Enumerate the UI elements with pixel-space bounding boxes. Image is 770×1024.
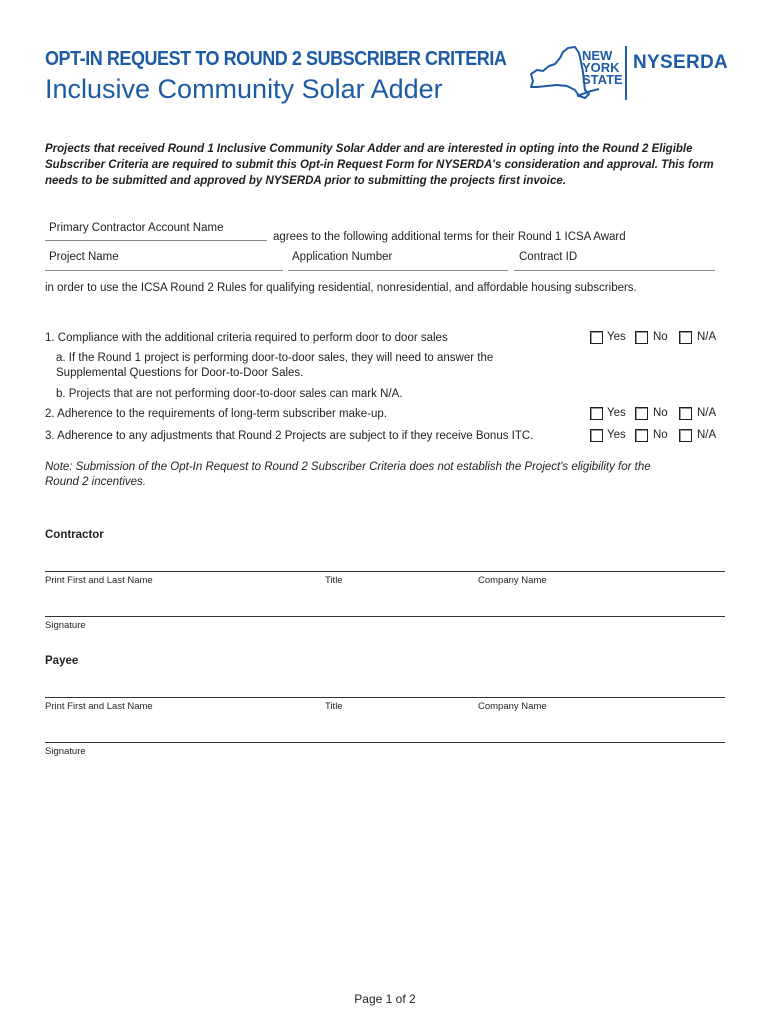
item2-na-label: N/A (697, 407, 717, 419)
rules-text: in order to use the ICSA Round 2 Rules for qualifying residential, nonresidential, and affordable housing subscribers. (45, 282, 637, 294)
payee-signature-line[interactable] (45, 742, 725, 743)
contractor-title-label: Title (325, 575, 343, 586)
contractor-signature-line[interactable] (45, 616, 725, 617)
item3-no-checkbox[interactable] (635, 429, 648, 442)
contract-id-label: Contract ID (519, 251, 578, 263)
item2-na-checkbox[interactable] (679, 407, 692, 420)
item2-no-label: No (653, 407, 668, 419)
criteria-item-1b: b. Projects that are not performing door-to-door sales can mark N/A. (56, 388, 403, 400)
item1-na-label: N/A (697, 331, 717, 343)
nys-nyserda-logo (527, 44, 732, 106)
project-name-field[interactable] (45, 270, 283, 271)
item2-yes-checkbox[interactable] (590, 407, 603, 420)
contractor-print-name-label: Print First and Last Name (45, 575, 153, 586)
form-title: OPT-IN REQUEST TO ROUND 2 SUBSCRIBER CRITERIA (45, 48, 507, 70)
payee-company-label: Company Name (478, 701, 547, 712)
logo-divider (625, 46, 627, 100)
contractor-company-label: Company Name (478, 575, 547, 586)
item3-no-label: No (653, 429, 668, 441)
form-subtitle: Inclusive Community Solar Adder (45, 74, 443, 104)
logo-york: YORK (582, 60, 620, 75)
item1-yes-label: Yes (607, 331, 626, 343)
payee-heading: Payee (45, 655, 79, 667)
payee-signature-label: Signature (45, 746, 86, 757)
project-name-label: Project Name (49, 251, 119, 263)
item3-yes-checkbox[interactable] (590, 429, 603, 442)
page-number: Page 1 of 2 (354, 992, 416, 1006)
payee-print-name-label: Print First and Last Name (45, 701, 153, 712)
primary-contractor-label: Primary Contractor Account Name (49, 222, 224, 234)
application-number-label: Application Number (292, 251, 393, 263)
criteria-item-2: 2. Adherence to the requirements of long-term subscriber make-up. (45, 408, 387, 420)
contractor-name-line[interactable] (45, 571, 725, 572)
criteria-item-1a: a. If the Round 1 project is performing door-to-door sales, they will need to answer the Supplemental Questions for Door-to-Door Sales. (56, 352, 494, 379)
item3-na-label: N/A (697, 429, 717, 441)
payee-name-line[interactable] (45, 697, 725, 698)
logo-new: NEW (582, 48, 613, 63)
logo-nyserda: NYSERDA (633, 52, 729, 73)
application-number-field[interactable] (288, 270, 508, 271)
contractor-heading: Contractor (45, 529, 104, 541)
payee-title-label: Title (325, 701, 343, 712)
agrees-text: agrees to the following additional terms for their Round 1 ICSA Award (273, 231, 626, 243)
intro-paragraph: Projects that received Round 1 Inclusive Community Solar Adder and are interested in opting into the Round 2 Eligible Subscriber Criteria are required to submit this Opt-in Request Form for NYSERDA's consideration and approval. This form needs to be submitted and approved by NYSERDA prior to submitting the projects first invoice. (45, 143, 714, 187)
contract-id-field[interactable] (514, 270, 715, 271)
criteria-item-3: 3. Adherence to any adjustments that Round 2 Projects are subject to if they receive Bonus ITC. (45, 430, 534, 442)
criteria-item-1: 1. Compliance with the additional criteria required to perform door to door sales (45, 332, 448, 344)
item3-na-checkbox[interactable] (679, 429, 692, 442)
item1-yes-checkbox[interactable] (590, 331, 603, 344)
item1-no-checkbox[interactable] (635, 331, 648, 344)
eligibility-note: Note: Submission of the Opt-In Request to Round 2 Subscriber Criteria does not establish the Project's eligibility for the Round 2 incentives. (45, 461, 651, 488)
item2-yes-label: Yes (607, 407, 626, 419)
item1-no-label: No (653, 331, 668, 343)
primary-contractor-field[interactable] (45, 240, 267, 241)
item2-no-checkbox[interactable] (635, 407, 648, 420)
item1-na-checkbox[interactable] (679, 331, 692, 344)
logo-state: STATE (582, 72, 623, 87)
item3-yes-label: Yes (607, 429, 626, 441)
contractor-signature-label: Signature (45, 620, 86, 631)
